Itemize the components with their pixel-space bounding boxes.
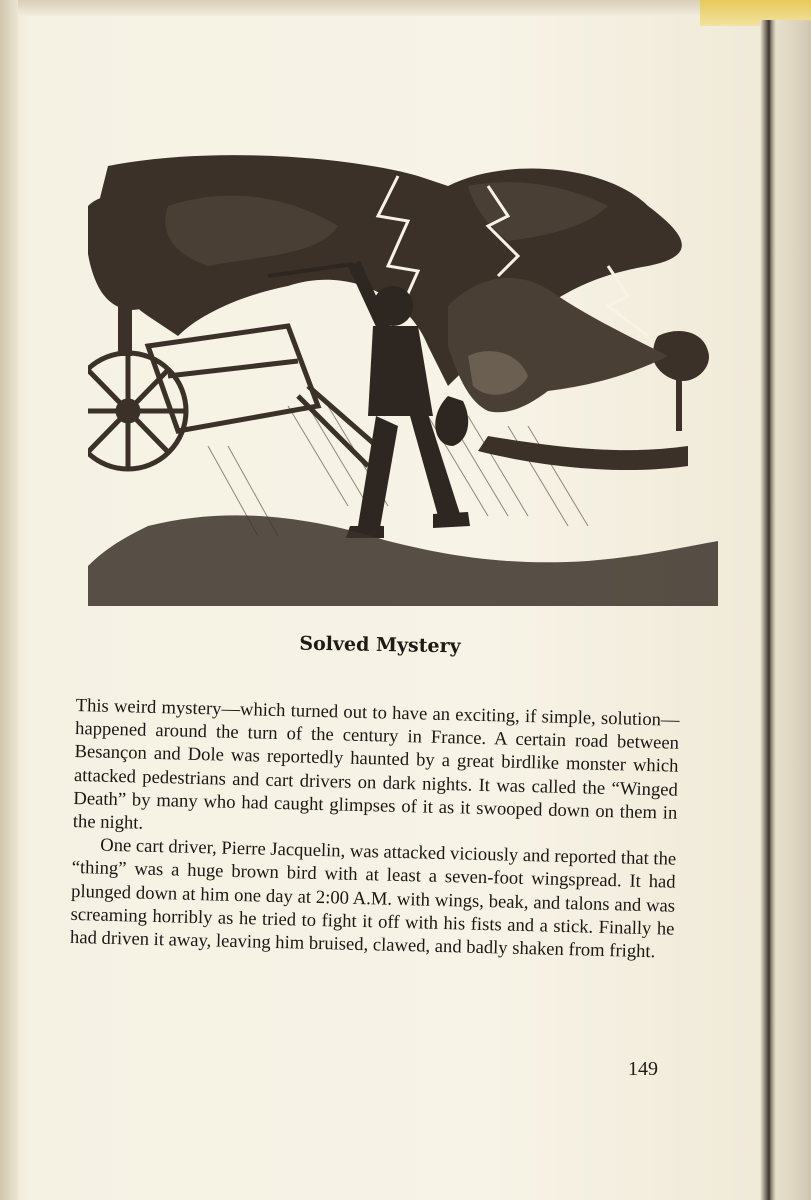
- spine-gutter: [0, 0, 18, 1200]
- paragraph-2: One cart driver, Pierre Jacquelin, was attacked viciously and reported that the “thing” was a huge brown bird with at least a seven-foot wingspread. It had plunged down at him one day at 2:00 A.M. with wings, beak, and talons and was screaming horribly as he tried to fight it off with his fists and a stick. Finally he had driven it away, leaving him bruised, clawed, and badly shaken from fright.: [69, 834, 677, 963]
- page-title: Solved Mystery: [299, 632, 461, 658]
- illustration-man-fighting-bird: [88, 146, 718, 606]
- distant-tree: [653, 331, 709, 431]
- page-number: 149: [628, 1058, 658, 1080]
- page-top-edge: [0, 0, 811, 16]
- next-page-edge: [760, 20, 811, 1200]
- giant-bird: [435, 278, 668, 446]
- ground: [88, 436, 718, 606]
- paragraph-1: This weird mystery—which turned out to have an exciting, if simple, solution—happened around the turn of the century in France. A certain road between Besançon and Dole was reportedly haunted by a great birdlike monster which attacked pedestrians and cart drivers on dark nights. It was called the “Winged Death” by many who had caught glimpses of it as it swooped down on them in the night.: [72, 694, 680, 834]
- cart: [88, 326, 388, 469]
- body-text: [70, 694, 680, 964]
